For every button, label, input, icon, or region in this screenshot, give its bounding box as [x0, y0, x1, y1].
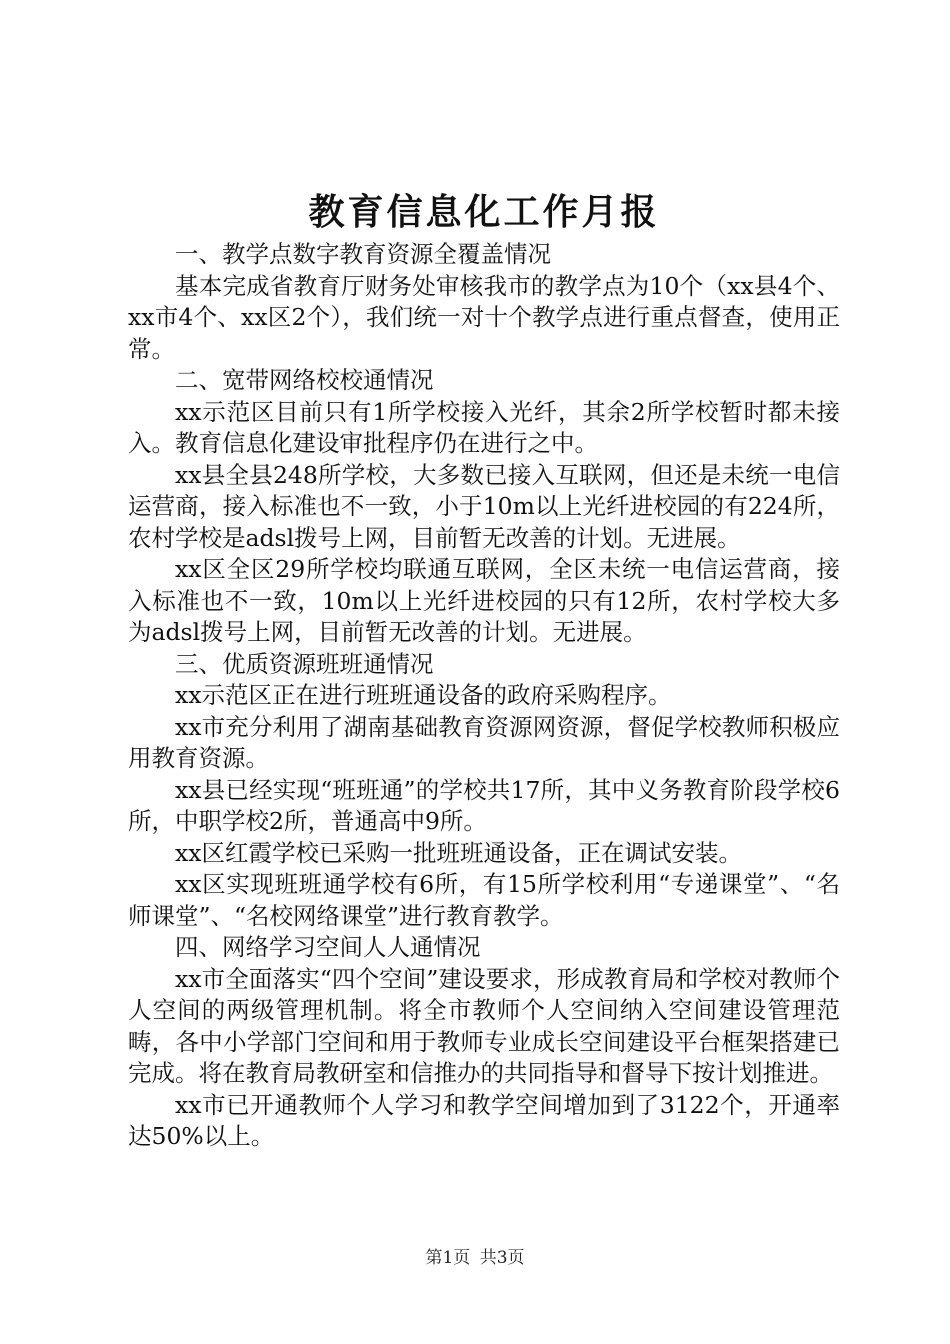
page-total: 共3页 [479, 1248, 525, 1268]
paragraph: xx市全面落实“四个空间”建设要求，形成教育局和学校对教师个人空间的两级管理机制。将全市教师个人空间纳入空间建设管理范畴，各中小学部门空间和用于教师专业成长空间建设平台框架搭建已完成。将在教育局教研室和信推办的共同指导和督导下按计划推进。 [128, 964, 840, 1087]
section-heading-1: 一、教学点数字教育资源全覆盖情况 [175, 240, 551, 268]
section-heading-4: 四、网络学习空间人人通情况 [175, 933, 481, 961]
section-heading-3: 三、优质资源班班通情况 [175, 649, 434, 678]
paragraph: xx区红霞学校已采购一批班班通设备，正在调试安装。 [175, 838, 743, 867]
section-heading-2: 二、宽带网络校校通情况 [175, 366, 434, 394]
paragraph: xx区实现班班通学校有6所，有15所学校利用“专递课堂”、“名师课堂”、“名校网络课堂”进行教育教学。 [128, 870, 840, 930]
paragraph: 基本完成省教育厅财务处审核我市的教学点为10个（xx县4个、xx市4个、xx区2个），我们统一对十个教学点进行重点督查，使用正常。 [128, 271, 840, 363]
document-body [128, 239, 840, 1153]
paragraph: xx区全区29所学校均联通互联网，全区未统一电信运营商，接入标准也不一致，10m以上光纤进校园的只有12所，农村学校大多为adsl拨号上网，目前暂无改善的计划。无进展。 [128, 555, 840, 646]
page-footer [0, 1243, 950, 1268]
paragraph: xx县已经实现“班班通”的学校共17所，其中义务教育阶段学校6所，中职学校2所，普通高中9所。 [128, 775, 840, 835]
paragraph: xx县全县248所学校，大多数已接入互联网，但还是未统一电信运营商，接入标准也不一致，小于10m以上光纤进校园的有224所，农村学校是adsl拨号上网，目前暂无改善的计划。无进展。 [128, 460, 840, 552]
paragraph: xx市充分利用了湖南基础教育资源网资源，督促学校教师积极应用教育资源。 [128, 712, 840, 772]
document-title: 教育信息化工作月报 [308, 191, 660, 233]
paragraph: xx示范区正在进行班班通设备的政府采购程序。 [175, 681, 672, 709]
page-number: 第1页 [425, 1248, 471, 1268]
paragraph: xx示范区目前只有1所学校接入光纤，其余2所学校暂时都未接入。教育信息化建设审批程序仍在进行之中。 [128, 397, 840, 457]
paragraph: xx市已开通教师个人学习和教学空间增加到了3122个，开通率达50%以上。 [128, 1090, 840, 1150]
